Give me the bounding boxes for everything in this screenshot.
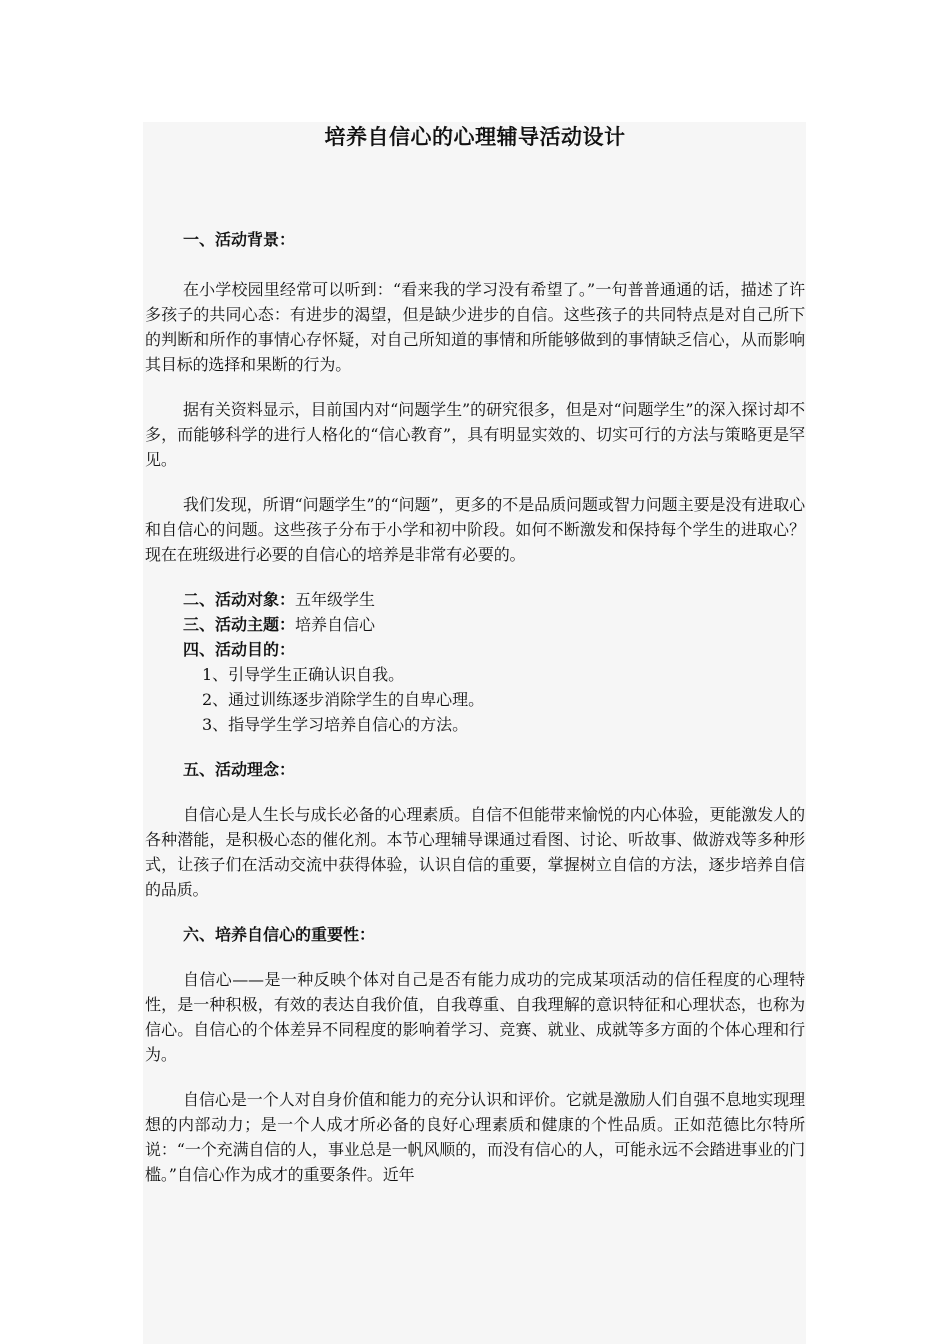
section-theme-value: 培养自信心 <box>295 615 376 634</box>
document-title: 培养自信心的心理辅导活动设计 <box>324 125 626 149</box>
purpose-goal-2: 2、通过训练逐步消除学生的自卑心理。 <box>202 690 485 709</box>
section-theme-label: 三、活动主题： <box>183 615 296 634</box>
background-paragraph-1: 在小学校园里经常可以听到：“看来我的学习没有希望了。”一句普普通通的话，描述了许多孩子的共同心态：有进步的渴望，但是缺少进步的自信。这些孩子的共同特点是对自己所下的判断和所作的事情心存怀疑，对自己所知道的事情和所能够做到的事情缺乏信心，从而影响其目标的选择和果断的行为。 <box>145 280 805 374</box>
importance-paragraph-1: 自信心——是一种反映个体对自己是否有能力成功的完成某项活动的信任程度的心理特性，是一种积极，有效的表达自我价值，自我尊重、自我理解的意识特征和心理状态，也称为信心。自信心的个体差异不同程度的影响着学习、竞赛、就业、成就等多方面的个体心理和行为。 <box>145 970 805 1064</box>
section-heading-concept: 五、活动理念： <box>183 760 296 779</box>
purpose-goal-1: 1、引导学生正确认识自我。 <box>202 665 405 684</box>
section-purpose <box>145 637 805 662</box>
section-theme <box>145 612 805 637</box>
section-purpose-label: 四、活动目的： <box>183 640 296 659</box>
background-paragraph-3: 我们发现，所谓“问题学生”的“问题”，更多的不是品质问题或智力问题主要是没有进取心和自信心的问题。这些孩子分布于小学和初中阶段。如何不断激发和保持每个学生的进取心？现在在班级进行必要的自信心的培养是非常有必要的。 <box>145 495 805 564</box>
background-paragraph-2: 据有关资料显示，目前国内对“问题学生”的研究很多，但是对“问题学生”的深入探讨却不多，而能够科学的进行人格化的“信心教育”，具有明显实效的、切实可行的方法与策略更是罕见。 <box>145 400 805 469</box>
section-heading-background: 一、活动背景： <box>183 230 296 249</box>
section-target <box>145 587 805 612</box>
document-body <box>145 122 805 1187</box>
purpose-goal-3: 3、指导学生学习培养自信心的方法。 <box>202 715 469 734</box>
concept-paragraph: 自信心是人生长与成长必备的心理素质。自信不但能带来愉悦的内心体验，更能激发人的各种潜能，是积极心态的催化剂。本节心理辅导课通过看图、讨论、听故事、做游戏等多种形式，让孩子们在活动交流中获得体验，认识自信的重要，掌握树立自信的方法，逐步培养自信的品质。 <box>145 805 805 899</box>
importance-paragraph-2: 自信心是一个人对自身价值和能力的充分认识和评价。它就是激励人们自强不息地实现理想的内部动力；是一个人成才所必备的良好心理素质和健康的个性品质。正如范德比尔特所说：“一个充满自信的人，事业总是一帆风顺的，而没有信心的人，可能永远不会踏进事业的门槛。”自信心作为成才的重要条件。近年 <box>145 1090 805 1184</box>
section-target-value: 五年级学生 <box>295 590 376 609</box>
section-heading-importance: 六、培养自信心的重要性： <box>183 925 376 944</box>
section-target-label: 二、活动对象： <box>183 590 296 609</box>
